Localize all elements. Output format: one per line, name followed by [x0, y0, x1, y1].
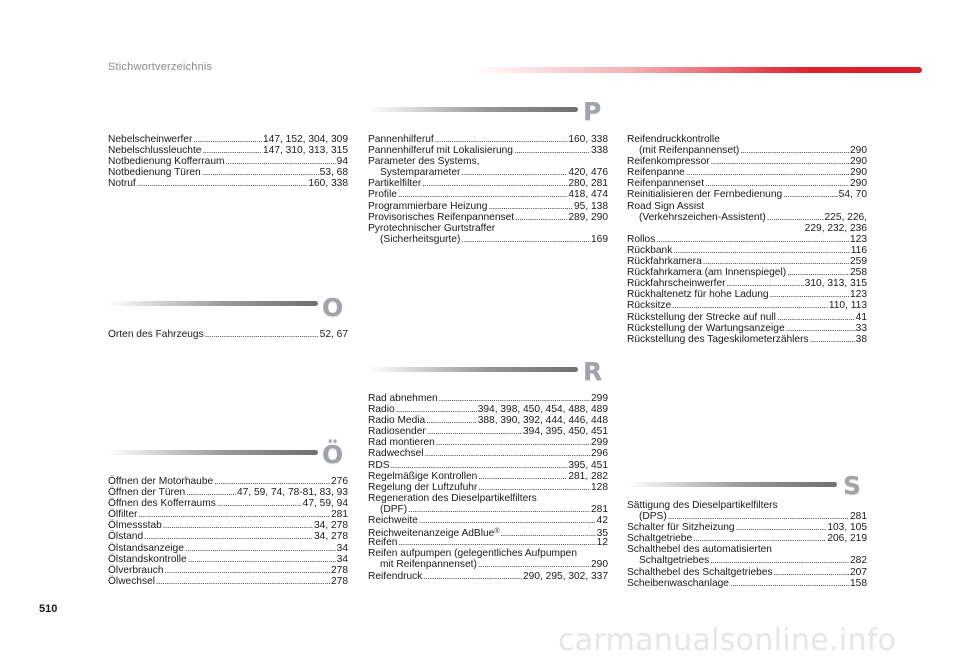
- index-entry: Reifendruckkontrolle: [627, 134, 720, 145]
- index-entry: Provisorisches Reifenpannenset ..... 289, 290: [368, 212, 608, 223]
- index-entry: Nebelschlussleuchte ..... 147, 310, 313, 315: [108, 145, 348, 156]
- index-entry: Ölstandsanzeige ..... 34: [108, 543, 348, 554]
- section-o-divider: [108, 301, 318, 306]
- index-entry: Programmierbare Heizung ..... 95, 138: [368, 201, 608, 212]
- section-oe: [108, 476, 348, 587]
- section-o: [108, 329, 348, 340]
- index-entry: Öffnen der Türen ..... 47, 59, 74, 78-81, 83, 93: [108, 487, 348, 498]
- index-entry: Öffnen der Motorhaube ..... 276: [108, 476, 348, 487]
- index-entry: Regeneration des Dieselpartikelfilters: [368, 492, 537, 504]
- index-entry: Radio Media ..... 388, 390, 392, 444, 446, 448: [368, 415, 608, 426]
- index-entry: Schalthebel des automatisierten: [627, 544, 772, 556]
- index-entry: Schalthebel des Schaltgetriebes ..... 207: [627, 567, 867, 578]
- section-s: [627, 500, 867, 589]
- index-entry: Notruf ..... 160, 338: [108, 178, 348, 189]
- section-r: [368, 393, 608, 582]
- section-oe-divider: [108, 450, 318, 455]
- index-entry: Ölstand ..... 34, 278: [108, 531, 348, 542]
- index-entry: Radio ..... 394, 398, 450, 454, 488, 489: [368, 404, 608, 415]
- header-accent-bar: [470, 67, 922, 73]
- index-entry: Radiosender ..... 394, 395, 450, 451: [368, 426, 608, 437]
- index-entry: (mit Reifenpannenset) ..... 290: [627, 145, 867, 156]
- index-entry: Reifen ..... 12: [368, 537, 608, 548]
- index-entry: Rückfahrscheinwerfer ..... 310, 313, 315: [627, 278, 867, 289]
- index-entry: Nebelscheinwerfer ..... 147, 152, 304, 309: [108, 134, 348, 145]
- index-entry: Schaltgetriebe ..... 206, 219: [627, 533, 867, 544]
- index-header-title: Stichwortverzeichnis: [108, 61, 213, 73]
- section-r-divider: [368, 367, 578, 372]
- index-entry: Systemparameter ..... 420, 476: [368, 167, 608, 178]
- index-entry: Parameter des Systems,: [368, 156, 480, 168]
- index-entry: Ölstandskontrolle ..... 34: [108, 554, 348, 565]
- index-entry: Reifen aufpumpen (gelegentliches Aufpumpen: [368, 548, 577, 560]
- index-entry: RDS ..... 395, 451: [368, 460, 608, 471]
- index-entry: Reifendruck ..... 290, 295, 302, 337: [368, 571, 608, 582]
- index-entry: Pannenhilferuf mit Lokalisierung ..... 338: [368, 145, 608, 156]
- section-s-divider: [627, 482, 837, 487]
- section-p: [368, 134, 608, 245]
- page-number: 510: [39, 603, 58, 615]
- index-entry: Profile ..... 418, 474: [368, 189, 608, 200]
- index-entry: Pannenhilferuf ..... 160, 338: [368, 134, 608, 145]
- index-entry: (Sicherheitsgurte) ..... 169: [368, 234, 608, 245]
- section-oe-letter: Ö: [322, 440, 344, 469]
- index-entry: Road Sign Assist: [627, 200, 705, 212]
- index-entry: mit Reifenpannenset) ..... 290: [368, 559, 608, 570]
- index-entry: 229, 232, 236: [804, 222, 867, 234]
- index-entry: Reinitialisieren der Fernbedienung ..... 54, 70: [627, 189, 867, 200]
- index-entry: Ölwechsel ..... 278: [108, 576, 348, 587]
- index-entry: Pyrotechnischer Gurtstraffer: [368, 222, 496, 234]
- index-entry: Reichweitenanzeige AdBlue® ..... 35: [368, 526, 608, 537]
- index-entry: Schaltgetriebes ..... 282: [627, 555, 867, 566]
- index-entry: Reifenpanne ..... 290: [627, 167, 867, 178]
- index-entry: Partikelfilter ..... 280, 281: [368, 178, 608, 189]
- section-p-letter: P: [583, 97, 602, 126]
- section-n-continued: [108, 134, 348, 189]
- section-s-letter: S: [843, 471, 862, 500]
- registered-mark: ®: [494, 528, 500, 536]
- index-entry: (DPS) ..... 281: [627, 511, 867, 522]
- index-entry: Rollos ..... 123: [627, 234, 867, 245]
- index-entry: Scheibenwaschanlage ..... 158: [627, 578, 867, 589]
- index-entry: Reichweite ..... 42: [368, 515, 608, 526]
- index-entry: (Verkehrszeichen-Assistent) ..... 225, 226,: [627, 212, 867, 223]
- index-entry: Rücksitze ..... 110, 113: [627, 300, 867, 311]
- index-entry: Öffnen des Kofferraums ..... 47, 59, 94: [108, 498, 348, 509]
- index-entry: Ölfilter ..... 281: [108, 509, 348, 520]
- index-entry: Rückfahrkamera ..... 259: [627, 256, 867, 267]
- index-entry: Rückhaltenetz für hohe Ladung ..... 123: [627, 289, 867, 300]
- index-entry: Rückfahrkamera (am Innenspiegel) ..... 258: [627, 267, 867, 278]
- index-entry: Rückbank ..... 116: [627, 245, 867, 256]
- index-entry: Rückstellung der Wartungsanzeige ..... 33: [627, 323, 867, 334]
- index-entry: Reifenkompressor ..... 290: [627, 156, 867, 167]
- index-entry: Ölmessstab ..... 34, 278: [108, 520, 348, 531]
- index-entry: Regelmäßige Kontrollen ..... 281, 282: [368, 471, 608, 482]
- index-entry: Radwechsel ..... 296: [368, 448, 608, 459]
- index-entry: Notbedienung Kofferraum ..... 94: [108, 156, 348, 167]
- section-r-continued: [627, 134, 867, 345]
- section-r-letter: R: [583, 357, 603, 386]
- index-entry: Notbedienung Türen ..... 53, 68: [108, 167, 348, 178]
- watermark: carmanualsonline.info: [558, 623, 897, 658]
- index-entry: Rückstellung des Tageskilometerzählers ..... 38: [627, 334, 867, 345]
- index-entry: Regelung der Luftzufuhr ..... 128: [368, 482, 608, 493]
- index-entry: Schalter für Sitzheizung ..... 103, 105: [627, 522, 867, 533]
- index-entry: Orten des Fahrzeugs ..... 52, 67: [108, 329, 348, 340]
- index-entry: Rad abnehmen ..... 299: [368, 393, 608, 404]
- section-o-letter: O: [322, 293, 344, 322]
- index-entry: Ölverbrauch ..... 278: [108, 565, 348, 576]
- index-entry: Rad montieren ..... 299: [368, 437, 608, 448]
- index-entry: Sättigung des Dieselpartikelfilters: [627, 500, 778, 511]
- index-entry: Rückstellung der Strecke auf null ..... 41: [627, 312, 867, 323]
- index-entry: Reifenpannenset ..... 290: [627, 178, 867, 189]
- index-entry: (DPF) ..... 281: [368, 504, 608, 515]
- section-p-divider: [368, 107, 578, 112]
